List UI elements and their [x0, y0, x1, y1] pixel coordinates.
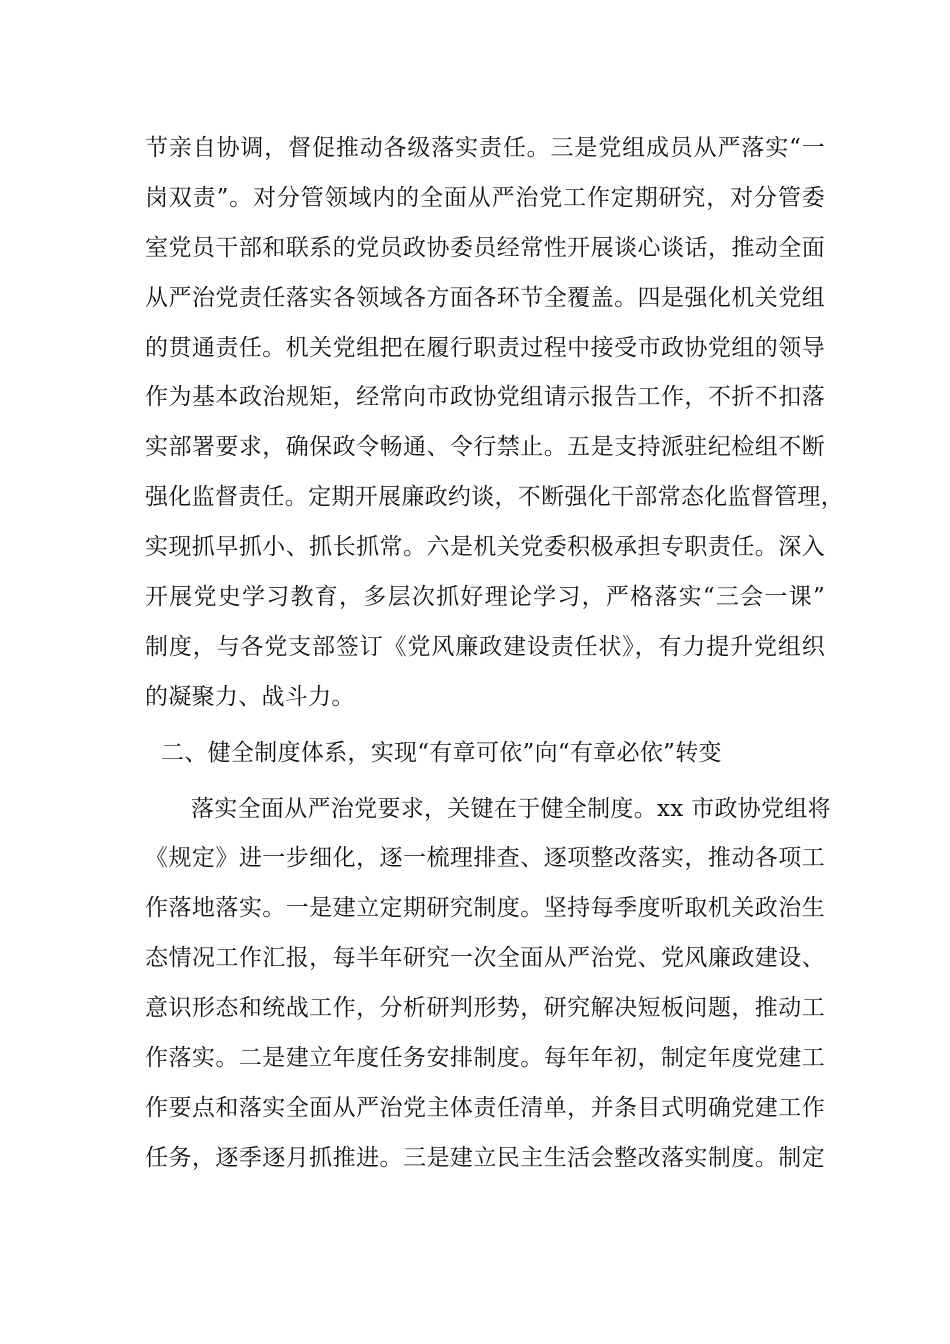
text-line: 意识形态和统战工作，分析研判形势，研究解决短板问题，推动工 — [145, 995, 825, 1022]
text-line: 岗双责”。对分管领域内的全面从严治党工作定期研究，对分管委 — [145, 184, 825, 211]
section-heading: 二、健全制度体系，实现“有章可依”向“有章必依”转变 — [161, 739, 722, 766]
text-line: 任务，逐季逐月抓推进。三是建立民主生活会整改落实制度。制定 — [145, 1144, 825, 1171]
text-line: 作要点和落实全面从严治党主体责任清单，并条目式明确党建工作 — [145, 1094, 825, 1121]
text-line: 室党员干部和联系的党员政协委员经常性开展谈心谈话，推动全面 — [145, 234, 825, 261]
text-line: 从严治党责任落实各领域各方面各环节全覆盖。四是强化机关党组 — [145, 284, 825, 311]
text-line: 制度，与各党支部签订《党风廉政建设责任状》，有力提升党组织 — [145, 633, 825, 660]
text-line: 作落地落实。一是建立定期研究制度。坚持每季度听取机关政治生 — [145, 895, 825, 922]
text-line: 开展党史学习教育，多层次抓好理论学习，严格落实“三会一课” — [145, 584, 825, 611]
paragraph-1 — [145, 132, 844, 731]
text-line: 态情况工作汇报，每半年研究一次全面从严治党、党风廉政建设、 — [145, 945, 825, 972]
text-line: 落实全面从严治党要求，关键在于健全制度。xx 市政协党组将 — [191, 795, 831, 822]
text-line: 的凝聚力、战斗力。 — [145, 683, 355, 710]
text-line: 的贯通责任。机关党组把在履行职责过程中接受市政协党组的领导 — [145, 334, 825, 361]
text-line: 作为基本政治规矩，经常向市政协党组请示报告工作，不折不扣落 — [145, 384, 825, 411]
document-body — [145, 132, 844, 1192]
text-line: 实部署要求，确保政令畅通、令行禁止。五是支持派驻纪检组不断 — [145, 434, 825, 461]
text-line: 节亲自协调，督促推动各级落实责任。三是党组成员从严落实“一 — [145, 135, 825, 161]
text-line: 强化监督责任。定期开展廉政约谈，不断强化干部常态化监督管理， — [145, 484, 844, 511]
text-line: 实现抓早抓小、抓长抓常。六是机关党委积极承担专职责任。深入 — [145, 534, 825, 561]
text-line: 作落实。二是建立年度任务安排制度。每年年初，制定年度党建工 — [145, 1045, 825, 1072]
text-line: 《规定》进一步细化，逐一梳理排查、逐项整改落实，推动各项工 — [145, 845, 825, 872]
paragraph-2 — [145, 793, 831, 1192]
